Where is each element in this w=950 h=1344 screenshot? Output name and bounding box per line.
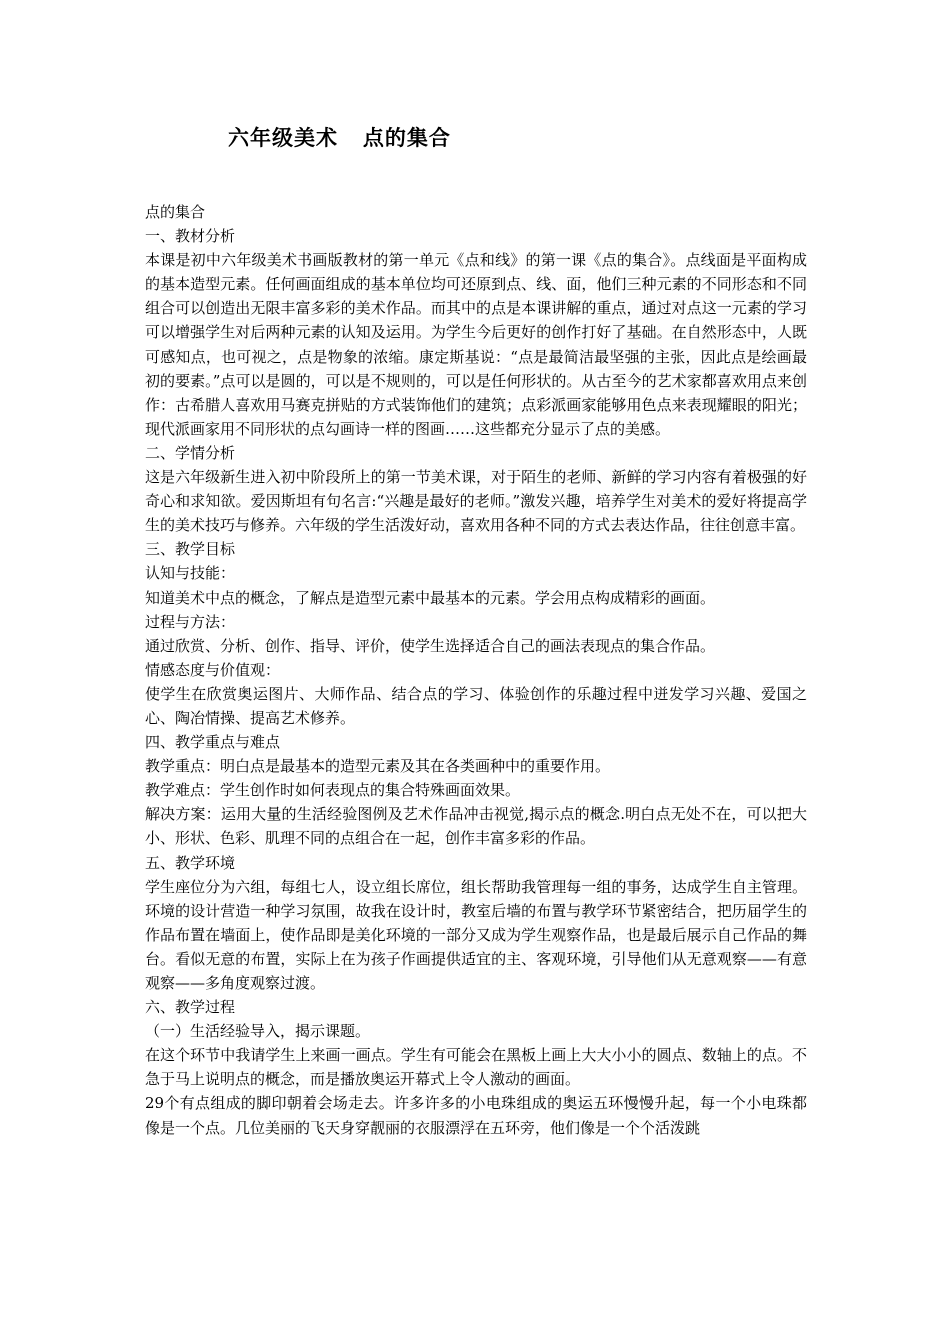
paragraph: 教学难点：学生创作时如何表现点的集合特殊画面效果。 (145, 781, 521, 800)
subheading: （一）生活经验导入，揭示课题。 (145, 1022, 371, 1041)
section-heading: 三、教学目标 (145, 540, 236, 559)
subheading: 过程与方法： (145, 612, 236, 631)
paragraph: 使学生在欣赏奥运图片、大师作品、结合点的学习、体验创作的乐趣过程中迸发学习兴趣、爱国之心、陶冶情操、提高艺术修养。 (145, 684, 807, 727)
paragraph: 29个有点组成的脚印朝着会场走去。许多许多的小电珠组成的奥运五环慢慢升起，每一个小电珠都像是一个点。几位美丽的飞天身穿靓丽的衣服漂浮在五环旁，他们像是一个个活泼跳 (145, 1094, 807, 1137)
section-heading: 五、教学环境 (145, 853, 236, 872)
paragraph: 解决方案：运用大量的生活经验图例及艺术作品冲击视觉,揭示点的概念.明白点无处不在，可以把大小、形状、色彩、肌理不同的点组合在一起，创作丰富多彩的作品。 (145, 805, 807, 848)
paragraph: 本课是初中六年级美术书画版教材的第一单元《点和线》的第一课《点的集合》。点线面是平面构成的基本造型元素。任何画面组成的基本单位均可还原到点、线、面，他们三种元素的不同形态和不同组合可以创造出无限丰富多彩的美术作品。而其中的点是本课讲解的重点，通过对点这一元素的学习可以增强学生对后两种元素的认知及运用。为学生今后更好的创作打好了基础。在自然形态中，人既可感知点，也可视之，点是物象的浓缩。康定斯基说：“点是最简洁最坚强的主张，因此点是绘画最初的要素。”点可以是圆的，可以是不规则的，可以是任何形状的。从古至今的艺术家都喜欢用点来创作：古希腊人喜欢用马赛克拼贴的方式装饰他们的建筑；点彩派画家能够用色点来表现耀眼的阳光；现代派画家用不同形状的点勾画诗一样的图画……这些都充分显示了点的美感。 (145, 251, 807, 438)
section-heading: 一、教材分析 (145, 227, 236, 246)
document-title: 六年级美术 点的集合 (228, 125, 451, 150)
paragraph: 知道美术中点的概念，了解点是造型元素中最基本的元素。学会用点构成精彩的画面。 (145, 588, 716, 607)
paragraph: 在这个环节中我请学生上来画一画点。学生有可能会在黑板上画上大大小小的圆点、数轴上的点。不急于马上说明点的概念，而是播放奥运开幕式上令人激动的画面。 (145, 1046, 807, 1089)
section-heading: 四、教学重点与难点 (145, 733, 281, 752)
document-body (145, 200, 807, 1140)
subheading: 认知与技能： (145, 564, 236, 583)
paragraph: 教学重点：明白点是最基本的造型元素及其在各类画种中的重要作用。 (145, 757, 611, 776)
paragraph: 点的集合 (145, 203, 206, 221)
subheading: 情感态度与价值观： (145, 660, 281, 679)
paragraph: 通过欣赏、分析、创作、指导、评价，使学生选择适合自己的画法表现点的集合作品。 (145, 636, 716, 655)
section-heading: 六、教学过程 (145, 998, 236, 1017)
section-heading: 二、学情分析 (145, 443, 236, 462)
paragraph: 学生座位分为六组，每组七人，设立组长席位，组长帮助我管理每一组的事务，达成学生自主管理。环境的设计营造一种学习氛围，故我在设计时，教室后墙的布置与教学环节紧密结合，把历届学生的作品布置在墙面上，使作品即是美化环境的一部分又成为学生观察作品，也是最后展示自己作品的舞台。看似无意的布置，实际上在为孩子作画提供适宜的主、客观环境，引导他们从无意观察——有意观察——多角度观察过渡。 (145, 877, 807, 992)
paragraph: 这是六年级新生进入初中阶段所上的第一节美术课，对于陌生的老师、新鲜的学习内容有着极强的好奇心和求知欲。爱因斯坦有句名言:“兴趣是最好的老师。”激发兴趣，培养学生对美术的爱好将提高学生的美术技巧与修养。六年级的学生活泼好动，喜欢用各种不同的方式去表达作品，往往创意丰富。 (145, 468, 807, 535)
